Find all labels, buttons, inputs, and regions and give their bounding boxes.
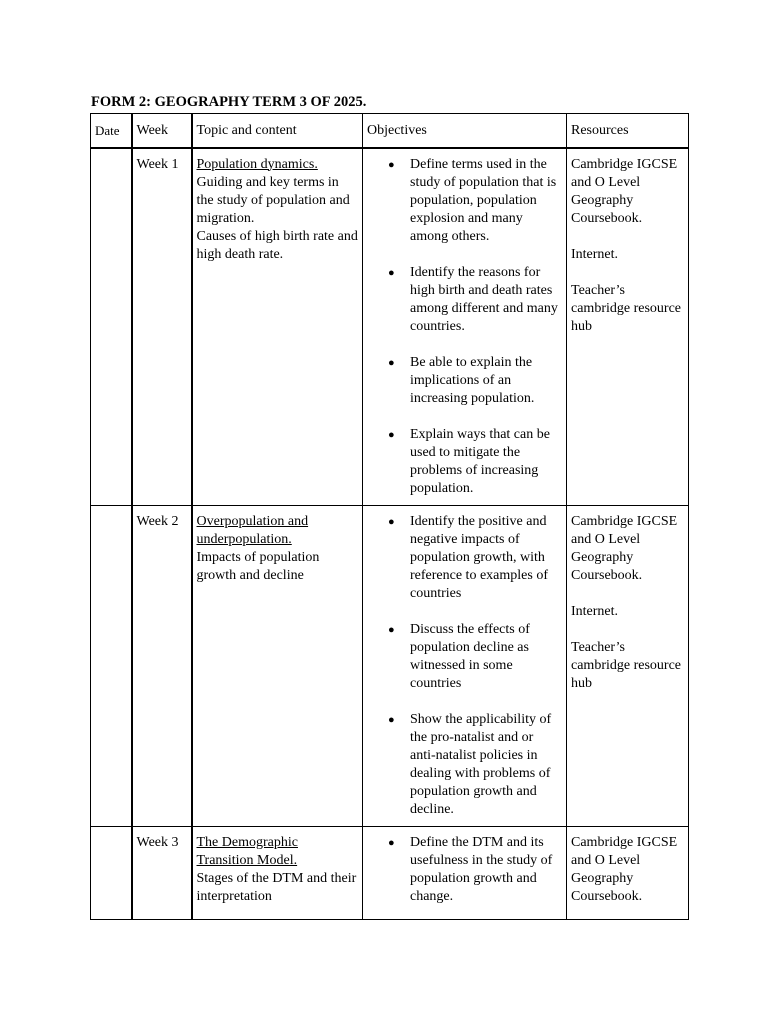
cell-objectives <box>363 826 567 919</box>
cell-objectives <box>363 148 567 506</box>
cell-date <box>91 148 132 506</box>
resource-item: Cambridge IGCSE and O Level Geography Coursebook. <box>571 834 678 904</box>
header-date: Date <box>91 114 132 148</box>
cell-topic <box>192 148 363 506</box>
objective-text: Be able to explain the implications of an increasing population. <box>410 354 535 406</box>
resource-item: Internet. <box>571 603 619 619</box>
table-header-row <box>91 114 689 148</box>
bullet-icon: ● <box>388 428 395 441</box>
objective-item <box>363 513 562 603</box>
objective-text: Define terms used in the study of population that is population, population explosion and many among others. <box>410 156 557 244</box>
cell-resources <box>567 826 689 919</box>
resource-item: Cambridge IGCSE and O Level Geography Coursebook. <box>571 513 678 583</box>
cell-objectives <box>363 505 567 826</box>
objective-item <box>363 426 562 498</box>
table-row <box>91 826 689 919</box>
header-resources: Resources <box>567 114 689 148</box>
objective-item <box>363 621 562 693</box>
document-title: FORM 2: GEOGRAPHY TERM 3 OF 2025. <box>91 94 367 110</box>
resource-item: Internet. <box>571 246 619 262</box>
bullet-icon: ● <box>388 515 395 528</box>
objectives-list <box>363 156 562 498</box>
header-week: Week <box>132 114 192 148</box>
topic-title: Population dynamics. <box>196 156 318 172</box>
resource-item: Teacher’s cambridge resource hub <box>571 639 681 691</box>
resource-item: Teacher’s cambridge resource hub <box>571 282 681 334</box>
objective-text: Define the DTM and its usefulness in the study of population growth and change. <box>410 834 553 904</box>
topic-content: Impacts of population growth and decline <box>196 549 320 583</box>
cell-date <box>91 505 132 826</box>
objective-item <box>363 711 562 819</box>
objective-text: Show the applicability of the pro-natalist and or anti-natalist policies in dealing with problems of population growth and decline. <box>410 711 552 817</box>
cell-resources <box>567 148 689 506</box>
topic-content: Guiding and key terms in the study of population and migration. Causes of high birth rate and high death rate. <box>196 174 358 262</box>
objective-text: Identify the reasons for high birth and death rates among different and many countries. <box>410 264 558 334</box>
objective-text: Explain ways that can be used to mitigate the problems of increasing population. <box>410 426 550 496</box>
table-row <box>91 148 689 506</box>
topic-content: Stages of the DTM and their interpretation <box>196 870 357 904</box>
objectives-list <box>363 513 562 819</box>
scheme-of-work-table <box>90 113 689 920</box>
objective-text: Discuss the effects of population decline as witnessed in some countries <box>410 621 530 691</box>
resource-item: Cambridge IGCSE and O Level Geography Coursebook. <box>571 156 678 226</box>
cell-resources <box>567 505 689 826</box>
cell-week: Week 1 <box>132 148 192 506</box>
objective-text: Identify the positive and negative impacts of population growth, with reference to examples of countries <box>410 513 548 601</box>
objective-item <box>363 156 562 246</box>
bullet-icon: ● <box>388 266 395 279</box>
table-row <box>91 505 689 826</box>
cell-date <box>91 826 132 919</box>
cell-week: Week 3 <box>132 826 192 919</box>
bullet-icon: ● <box>388 836 395 849</box>
objectives-list <box>363 834 562 906</box>
cell-topic <box>192 505 363 826</box>
cell-topic <box>192 826 363 919</box>
objective-item <box>363 264 562 336</box>
topic-title: Overpopulation and underpopulation. <box>196 513 309 547</box>
bullet-icon: ● <box>388 713 395 726</box>
cell-week: Week 2 <box>132 505 192 826</box>
objective-item <box>363 354 562 408</box>
bullet-icon: ● <box>388 623 395 636</box>
topic-title: The Demographic Transition Model. <box>196 834 298 868</box>
header-objectives: Objectives <box>363 114 567 148</box>
bullet-icon: ● <box>388 158 395 171</box>
header-topic: Topic and content <box>192 114 363 148</box>
bullet-icon: ● <box>388 356 395 369</box>
objective-item <box>363 834 562 906</box>
